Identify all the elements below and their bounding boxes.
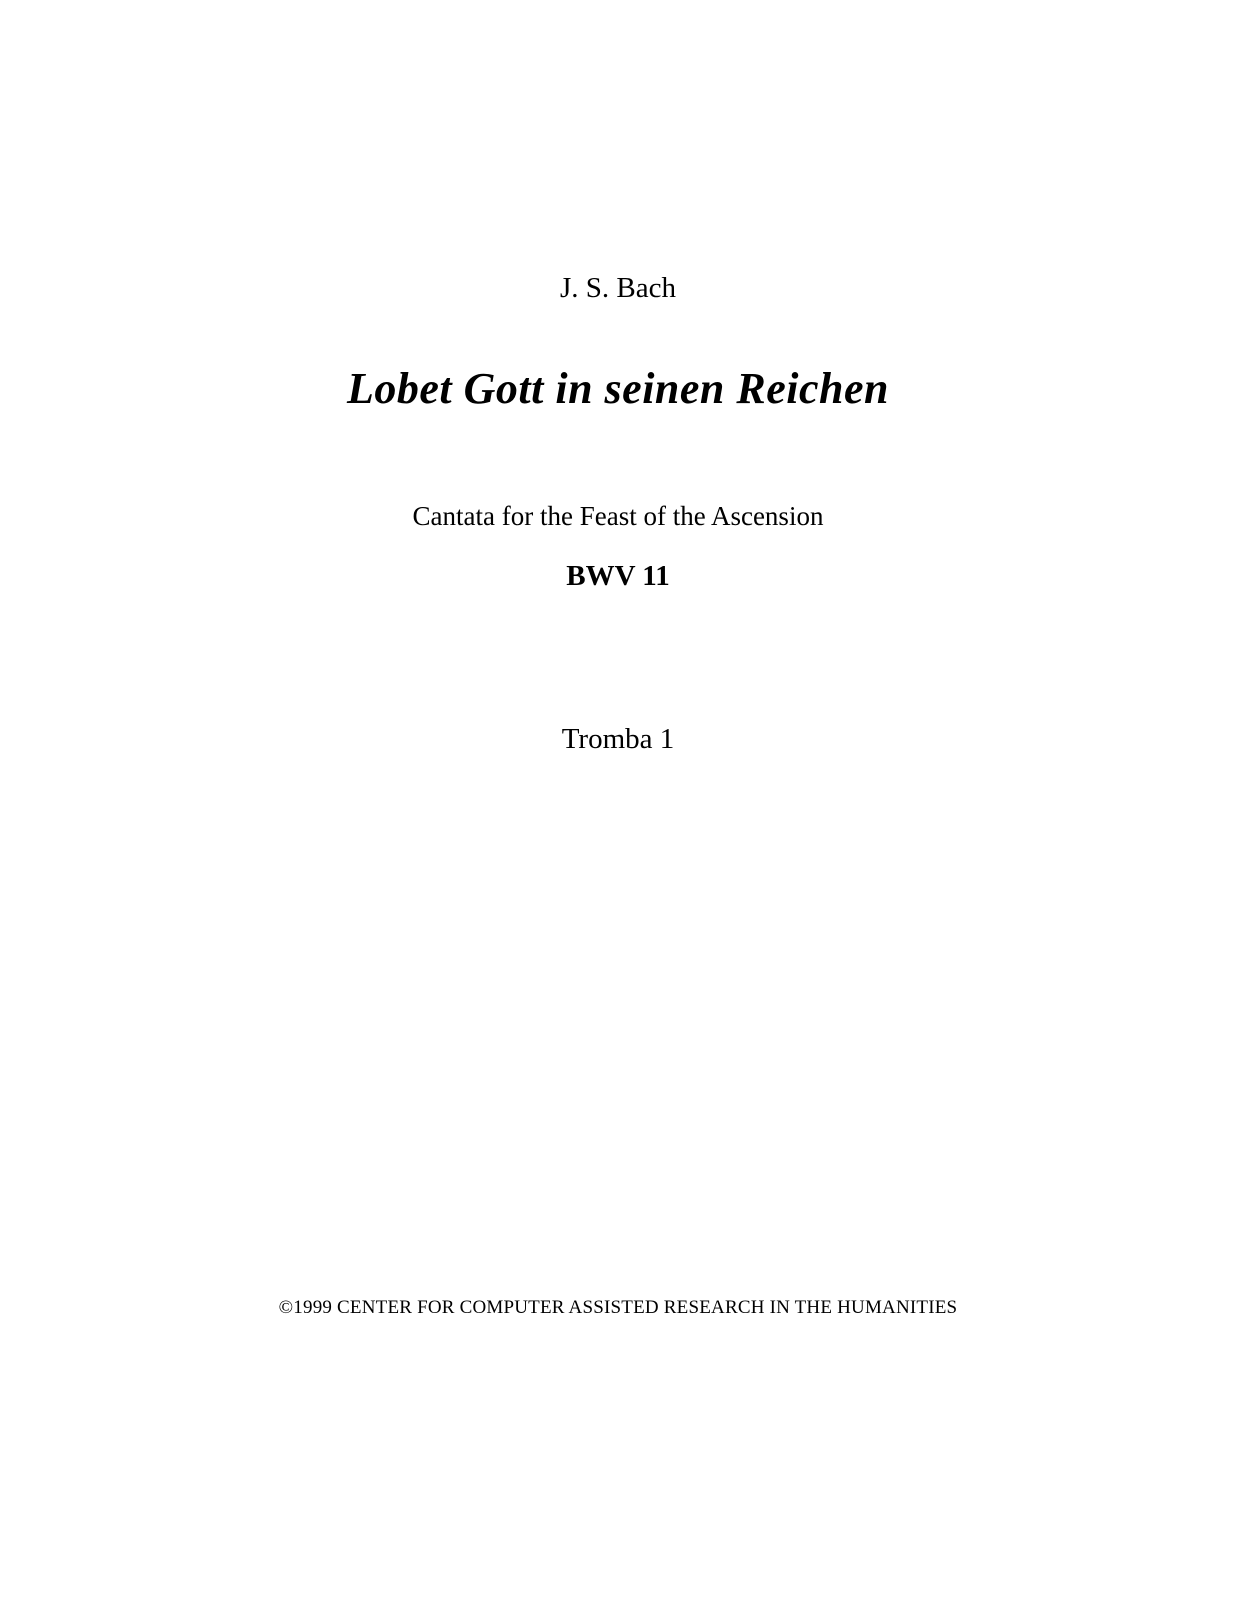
work-subtitle: Cantata for the Feast of the Ascension — [412, 501, 824, 531]
instrument-part: Tromba 1 — [561, 723, 675, 755]
composer-name: J. S. Bach — [560, 272, 676, 304]
work-title: Lobet Gott in seinen Reichen — [347, 364, 889, 413]
copyright-notice: ©1999 CENTER FOR COMPUTER ASSISTED RESEARCH IN THE HUMANITIES — [278, 1297, 958, 1318]
catalog-number: BWV 11 — [566, 560, 670, 592]
